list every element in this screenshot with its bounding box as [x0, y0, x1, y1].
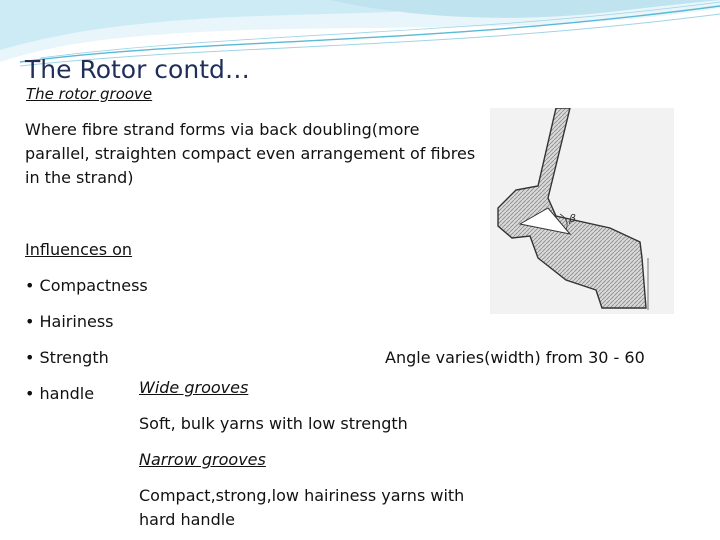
- slide-subtitle: The rotor groove: [26, 85, 153, 103]
- wide-grooves-heading: Wide grooves: [139, 378, 249, 397]
- intro-line: Where fibre strand forms via back doubling(more: [25, 120, 420, 139]
- narrow-grooves-line: hard handle: [139, 510, 236, 529]
- influence-item: • Hairiness: [25, 312, 114, 331]
- rotor-groove-cross-section-figure: [490, 108, 674, 314]
- narrow-grooves-description: [139, 484, 464, 532]
- influence-item: • Strength: [25, 348, 109, 367]
- wide-grooves-description: Soft, bulk yarns with low strength: [139, 414, 408, 433]
- influence-item: • handle: [25, 384, 95, 403]
- angle-note: Angle varies(width) from 30 - 60: [385, 348, 645, 367]
- slide-title: The Rotor contd…: [25, 55, 250, 84]
- influence-item: • Compactness: [25, 276, 148, 295]
- intro-line: parallel, straighten compact even arrangement of fibres: [25, 144, 476, 163]
- intro-paragraph: [25, 118, 475, 190]
- narrow-grooves-heading: Narrow grooves: [139, 450, 266, 469]
- angle-beta-label: β: [569, 212, 577, 225]
- influences-heading: Influences on: [25, 240, 133, 259]
- narrow-grooves-line: Compact,strong,low hairiness yarns with: [139, 486, 465, 505]
- intro-line: in the strand): [25, 168, 134, 187]
